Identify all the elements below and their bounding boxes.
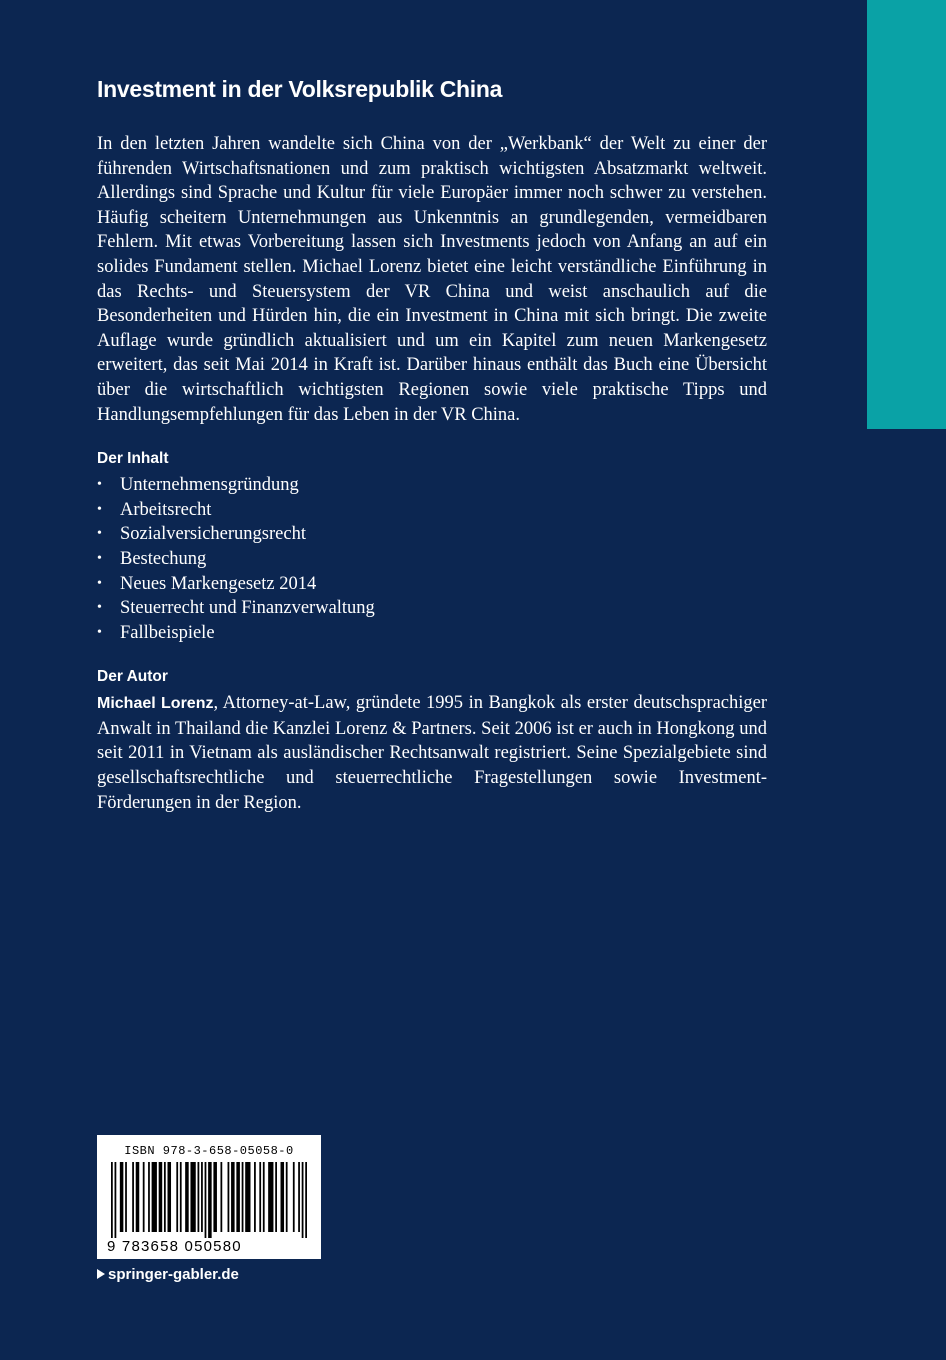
barcode-bar	[201, 1162, 203, 1232]
list-item: • Bestechung	[97, 547, 767, 572]
barcode-bar	[111, 1162, 113, 1238]
barcode-bar	[168, 1162, 172, 1232]
barcode-bar	[125, 1162, 127, 1232]
list-item: • Sozialversicherungsrecht	[97, 522, 767, 547]
contents-list	[97, 473, 767, 645]
author-heading: Der Autor	[97, 668, 168, 686]
barcode-bar	[205, 1162, 207, 1238]
accent-strip	[867, 0, 946, 429]
barcode-bar	[236, 1162, 240, 1232]
bullet-icon: •	[97, 477, 102, 493]
barcode-digits: 9 783658 050580	[107, 1238, 242, 1255]
barcode-bar	[286, 1162, 288, 1232]
barcode-bar	[259, 1162, 261, 1232]
bullet-icon: •	[97, 550, 102, 566]
barcode-bar	[159, 1162, 163, 1232]
barcode-bar	[293, 1162, 295, 1232]
barcode-bar	[115, 1162, 117, 1238]
author-bio-text: , Attorney-at-Law, gründete 1995 in Bangkok als erster deutschsprachiger Anwalt in Thailand die Kanzlei Lorenz & Partners. Seit 2006 ist er auch in Hongkong und seit 2011 in Vietnam als ausländischer Rechtsanwalt registriert. Seine Spezialgebiete sind gesellschaftsrechtliche und steuerrechtliche Fragestellungen sowie Investment-Förderungen in der Region.	[97, 693, 768, 813]
barcode-bar	[190, 1162, 195, 1232]
list-item: • Fallbeispiele	[97, 621, 767, 646]
barcode-bar	[213, 1162, 217, 1232]
barcode-bar	[305, 1162, 307, 1238]
barcode-bar	[148, 1162, 150, 1232]
barcode-bar	[281, 1162, 285, 1232]
book-blurb: In den letzten Jahren wandelte sich China von der „Werkbank“ der Welt zu einer der führenden Wirtschaftsnationen und zum praktisch wichtigsten Absatzmarkt weltweit. Allerdings sind Sprache und Kultur für viele Europäer immer noch schwer zu verstehen. Häufig scheitern Unternehmungen aus Unkenntnis an grundlegenden, vermeidbaren Fehlern. Mit etwas Vorbereitung lassen sich Investments jedoch von Anfang an auf ein solides Fundament stellen. Michael Lorenz bietet eine leicht verständliche Einführung in das Rechts- und Steuersystem der VR China und weist anschaulich auf die Besonderheiten und Hürden hin, die ein Investment in China mit sich bringt. Die zweite Auflage wurde gründlich aktualisiert und um ein Kapitel zum neuen Markengesetz erweitert, das seit Mai 2014 in Kraft ist. Darüber hinaus enthält das Buch eine Übersicht über die wirtschaftlich wichtigsten Regionen sowie viele praktische Tipps und Handlungsempfehlungen für das Leben in der VR China.	[97, 134, 767, 425]
isbn-label: ISBN 978-3-658-05058-0	[124, 1144, 294, 1158]
barcode-bar	[268, 1162, 273, 1232]
barcode-bar	[143, 1162, 145, 1232]
publisher-website[interactable]	[97, 1265, 239, 1285]
author-name: Michael Lorenz	[97, 695, 214, 713]
barcode-bar	[263, 1162, 265, 1232]
barcode-bar	[208, 1162, 212, 1238]
barcode-bar	[132, 1162, 134, 1232]
bullet-icon: •	[97, 526, 102, 542]
bullet-icon: •	[97, 624, 102, 640]
barcode-bar	[245, 1162, 250, 1232]
barcode-bar	[176, 1162, 178, 1232]
barcode-bar	[120, 1162, 124, 1232]
barcode-bar	[302, 1162, 304, 1238]
barcode-bar	[298, 1162, 300, 1232]
list-item: • Unternehmensgründung	[97, 473, 767, 498]
barcode-bar	[185, 1162, 189, 1232]
barcode-bar	[136, 1162, 140, 1232]
isbn-barcode	[97, 1135, 321, 1259]
barcode-bar	[220, 1162, 222, 1232]
barcode-bar	[164, 1162, 166, 1232]
barcode-bar	[254, 1162, 256, 1232]
bullet-icon: •	[97, 501, 102, 517]
bullet-icon: •	[97, 575, 102, 591]
barcode-bar	[180, 1162, 182, 1232]
contents-heading: Der Inhalt	[97, 450, 169, 468]
bullet-icon: •	[97, 600, 102, 616]
barcode-bar	[228, 1162, 230, 1232]
arrow-right-icon	[97, 1269, 105, 1279]
list-item: • Neues Markengesetz 2014	[97, 572, 767, 597]
barcode-bar	[152, 1162, 157, 1232]
barcode-bar	[231, 1162, 235, 1232]
barcode-icon	[111, 1162, 307, 1238]
barcode-bar	[198, 1162, 200, 1232]
author-bio	[97, 691, 767, 815]
website-label: springer-gabler.de	[108, 1266, 239, 1283]
list-item: • Steuerrecht und Finanzverwaltung	[97, 596, 767, 621]
back-cover-content	[97, 72, 767, 815]
barcode-bar	[275, 1162, 277, 1232]
book-title: Investment in der Volksrepublik China	[97, 76, 503, 102]
barcode-bar	[242, 1162, 244, 1232]
list-item: • Arbeitsrecht	[97, 498, 767, 523]
